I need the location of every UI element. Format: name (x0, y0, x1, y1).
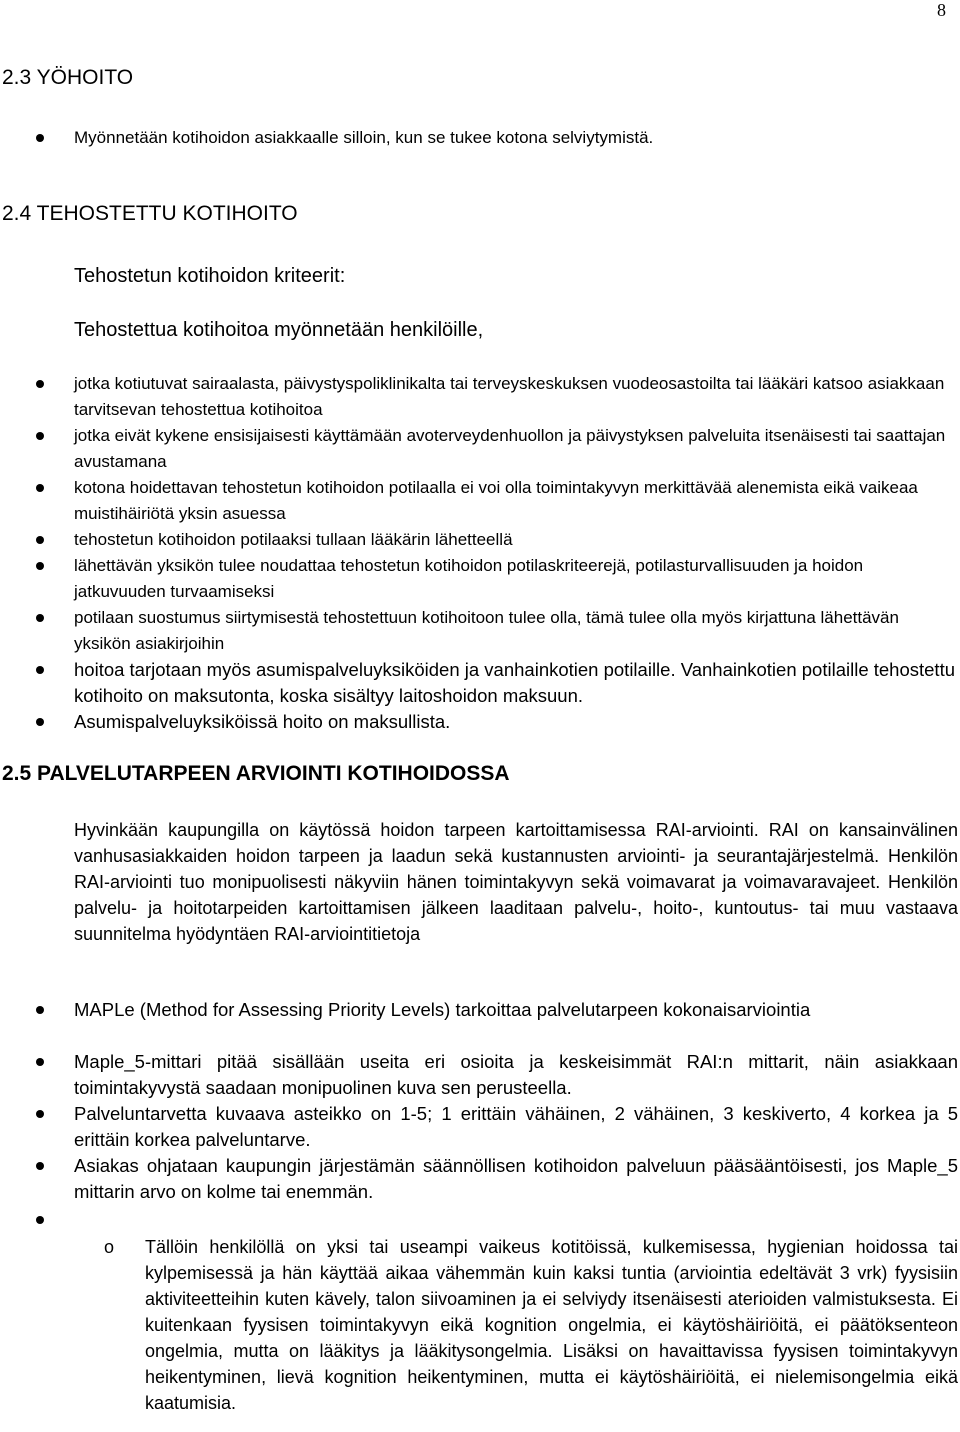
bullet-icon (36, 718, 44, 726)
list-item: lähettävän yksikön tulee noudattaa tehostetun kotihoidon potilaskriteerejä, potilasturvallisuuden ja hoidon jatkuvuuden turvaamiseksi (74, 556, 864, 601)
list-item: hoitoa tarjotaan myös asumispalveluyksiköiden ja vanhainkotien potilaille. Vanhainkotien potilaille tehostettu kotihoito on maksutonta, koska sisältyy laitoshoidon maksuun. (74, 659, 955, 706)
list-item: Asiakas ohjataan kaupungin järjestämän säännöllisen kotihoidon palveluun pääsääntöisesti, jos Maple_5 mittarin arvo on kolme tai enemmän. (74, 1155, 958, 1202)
list-item: jotka kotiutuvat sairaalasta, päivystyspoliklinikalta tai terveyskeskuksen vuodeosastoilta tai lääkäri katsoo asiakkaan tarvitsevan tehostettua kotihoitoa (74, 374, 945, 419)
bullet-icon (36, 666, 44, 674)
bullet-icon (36, 1110, 44, 1118)
section-heading-2-4: 2.4 TEHOSTETTU KOTIHOITO (2, 202, 298, 225)
bullet-icon (36, 1006, 44, 1014)
bullet-icon (36, 1162, 44, 1170)
bullet-icon (36, 484, 44, 492)
criteria-intro: Tehostettua kotihoitoa myönnetään henkilöille, (74, 319, 484, 341)
bullet-icon (36, 134, 44, 142)
section-heading-2-3: 2.3 YÖHOITO (2, 66, 134, 89)
list-item: tehostetun kotihoidon potilaaksi tullaan lääkärin lähetteellä (74, 530, 513, 549)
list-item: jotka eivät kykene ensisijaisesti käyttämään avoterveydenhuollon ja päivystyksen palveluita itsenäisesti tai saattajan avustamana (74, 426, 946, 471)
section-heading-2-5: 2.5 PALVELUTARPEEN ARVIOINTI KOTIHOIDOSSA (2, 762, 510, 785)
sub-list-marker: o (104, 1237, 115, 1257)
list-item: Asumispalveluyksiköissä hoito on maksullista. (74, 711, 451, 732)
criteria-title: Tehostetun kotihoidon kriteerit: (74, 265, 346, 287)
bullet-icon (36, 432, 44, 440)
bullet-icon (36, 562, 44, 570)
bullet-icon (36, 1058, 44, 1066)
bullet-icon (36, 380, 44, 388)
list-item: Maple_5-mittari pitää sisällään useita eri osioita ja keskeisimmät RAI:n mittarit, näin asiakkaan toimintakyvystä saadaan monipuolinen kuva sen perusteella. (74, 1051, 958, 1098)
rai-paragraph: Hyvinkään kaupungilla on käytössä hoidon tarpeen kartoittamisessa RAI-arviointi. RAI on kansainvälinen vanhusasiakkaiden hoidon tarpeen ja laadun sekä kustannusten arviointi- ja seurantajärjestelmä. Henkilön RAI-arviointi tuo monipuolisesti näkyviin hänen toimintakyvyn sekä voimavarat ja voimavaravajeet. Henkilön palvelu- ja hoitotarpeiden kartoittamisen jälkeen laaditaan palvelu-, hoito-, kuntoutus- tai muu vastaava suunnitelma hyödyntäen RAI-arviointitietoja (74, 820, 958, 944)
list-item: potilaan suostumus siirtymisestä tehostettuun kotihoitoon tulee olla, tämä tulee olla myös kirjattuna lähettävän yksikön asiakirjoihin (74, 608, 899, 653)
page-number: 8 (937, 0, 946, 20)
bullet-icon (36, 614, 44, 622)
sub-list-item: Tällöin henkilöllä on yksi tai useampi vaikeus kotitöissä, kulkemisessa, hygienian hoidossa tai kylpemisessä ja hän käyttää aikaa vähemmän kuin kaksi tuntia (arviointia edeltävät 3 vrk) fyysisiin aktiviteetteihin kuten kävely, talon siivoaminen ja ei selviydy itsenäisesti aterioiden valmistuksesta. Ei kuitenkaan fyysisen toimintakyvyn eikä kognition ongelmia, ei käytöshäiriöitä, ei päätöksenteon ongelmia, mutta on lääkitys ja lääkitysongelmia. Lisäksi on havaittavissa fyysisen toimintakyvyn heikentyminen, lievä kognition heikentyminen, mutta ei käytöshäiriöitä, ei nielemisongelmia eikä kaatumisia. (145, 1237, 958, 1413)
list-item: Myönnetään kotihoidon asiakkaalle silloin, kun se tukee kotona selviytymistä. (74, 128, 654, 147)
list-item: kotona hoidettavan tehostetun kotihoidon potilaalla ei voi olla toimintakyvyn merkittävää alenemista eikä vaikeaa muistihäiriötä yksin asuessa (74, 478, 918, 523)
list-item: MAPLe (Method for Assessing Priority Levels) tarkoittaa palvelutarpeen kokonaisarviointia (74, 999, 811, 1020)
bullet-icon (36, 536, 44, 544)
list-item: Palveluntarvetta kuvaava asteikko on 1-5; 1 erittäin vähäinen, 2 vähäinen, 3 keskiverto, 4 korkea ja 5 erittäin korkea palveluntarve. (74, 1103, 958, 1150)
bullet-icon (36, 1216, 44, 1224)
